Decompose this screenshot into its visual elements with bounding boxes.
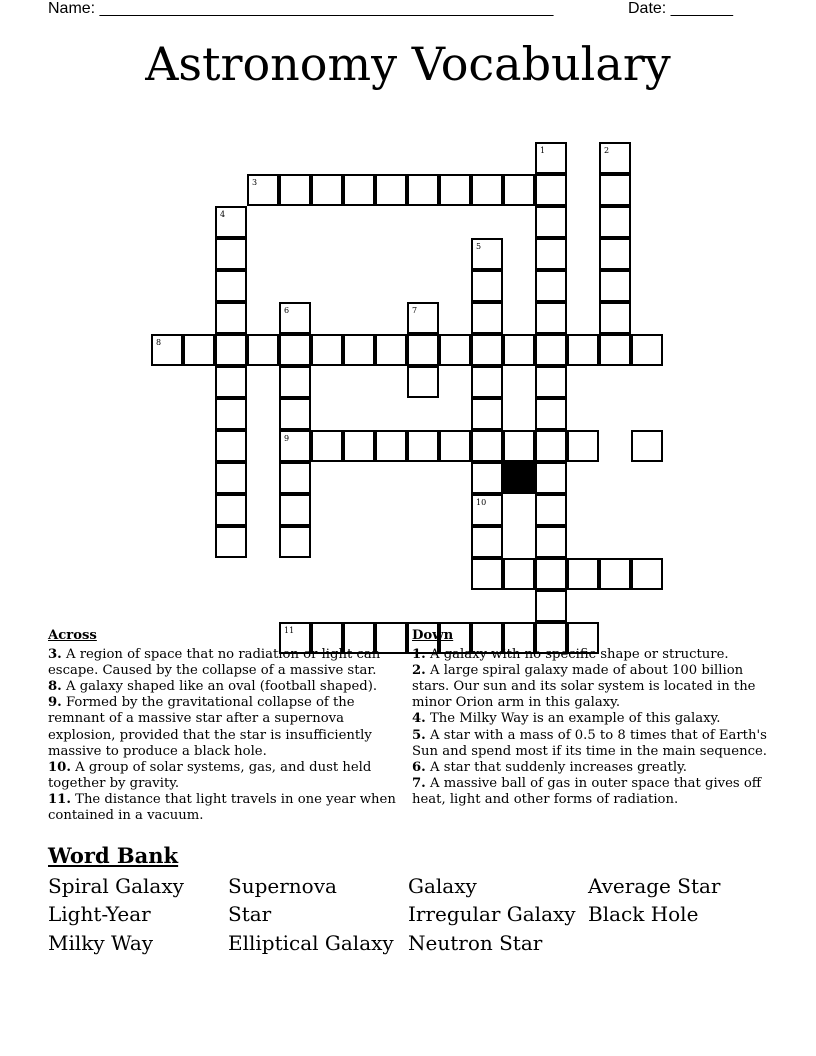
clue-number-label: 11. (48, 791, 71, 807)
grid-cell[interactable] (279, 526, 311, 558)
grid-cell[interactable] (567, 430, 599, 462)
date-field[interactable]: Date: _______ (628, 0, 733, 17)
grid-cell[interactable] (535, 558, 567, 590)
word-bank-title: Word Bank (48, 843, 179, 868)
grid-cell[interactable] (471, 494, 503, 526)
grid-cell[interactable] (535, 206, 567, 238)
grid-cell[interactable] (503, 430, 535, 462)
word-bank-item: Elliptical Galaxy (228, 931, 394, 955)
clue-number-label: 7. (412, 775, 426, 791)
blocked-cell (503, 462, 535, 494)
grid-cell[interactable] (535, 398, 567, 430)
across-clue (48, 695, 396, 759)
grid-cell[interactable] (599, 174, 631, 206)
grid-cell[interactable] (407, 174, 439, 206)
clue-number-label: 10. (48, 759, 71, 775)
grid-cell[interactable] (215, 334, 247, 366)
grid-cell[interactable] (631, 430, 663, 462)
clue-number: 4 (220, 210, 226, 219)
grid-cell[interactable] (343, 174, 375, 206)
grid-cell[interactable] (311, 334, 343, 366)
across-clue (48, 679, 396, 695)
grid-cell[interactable] (471, 558, 503, 590)
grid-cell[interactable] (279, 174, 311, 206)
clue-number: 6 (284, 306, 290, 315)
grid-cell[interactable] (535, 302, 567, 334)
grid-cell[interactable] (215, 206, 247, 238)
word-bank-item: Average Star (588, 874, 721, 898)
across-clue-list (48, 647, 396, 824)
grid-cell[interactable] (599, 206, 631, 238)
word-bank-item: Irregular Galaxy (408, 902, 576, 926)
grid-cell[interactable] (279, 302, 311, 334)
grid-cell[interactable] (247, 174, 279, 206)
grid-cell[interactable] (503, 334, 535, 366)
clue-number-label: 2. (412, 663, 426, 679)
grid-cell[interactable] (215, 270, 247, 302)
down-clue (412, 728, 768, 760)
grid-cell[interactable] (439, 430, 471, 462)
clue-number-label: 5. (412, 727, 426, 743)
word-bank-item: Milky Way (48, 931, 154, 955)
down-clue (412, 711, 768, 727)
grid-cell[interactable] (535, 462, 567, 494)
grid-cell[interactable] (535, 142, 567, 174)
clue-text: A massive ball of gas in outer space that gives off heat, light and other forms of radiation. (412, 775, 762, 807)
grid-cell[interactable] (375, 430, 407, 462)
clue-text: A star that suddenly increases greatly. (425, 759, 687, 775)
grid-cell[interactable] (535, 430, 567, 462)
across-clues (48, 628, 396, 824)
grid-cell[interactable] (215, 494, 247, 526)
grid-cell[interactable] (471, 270, 503, 302)
clue-number-label: 6. (412, 759, 426, 775)
grid-cell[interactable] (215, 302, 247, 334)
grid-cell[interactable] (343, 430, 375, 462)
clue-text: A group of solar systems, gas, and dust held together by gravity. (48, 759, 372, 791)
word-bank-item: Star (228, 902, 272, 926)
grid-cell[interactable] (599, 302, 631, 334)
across-clue (48, 647, 396, 679)
grid-cell[interactable] (279, 366, 311, 398)
grid-cell[interactable] (471, 398, 503, 430)
grid-cell[interactable] (279, 462, 311, 494)
grid-cell[interactable] (215, 366, 247, 398)
grid-cell[interactable] (535, 494, 567, 526)
word-bank-item: Supernova (228, 874, 337, 898)
grid-cell[interactable] (311, 430, 343, 462)
grid-cell[interactable] (279, 398, 311, 430)
grid-cell[interactable] (631, 558, 663, 590)
word-bank-item: Black Hole (588, 902, 699, 926)
grid-cell[interactable] (407, 334, 439, 366)
grid-cell[interactable] (535, 238, 567, 270)
grid-cell[interactable] (279, 334, 311, 366)
across-heading: Across (48, 628, 97, 643)
grid-cell[interactable] (247, 334, 279, 366)
clue-text: A region of space that no radiation or light can escape. Caused by the collapse of a massive star. (48, 647, 381, 679)
clue-text: A large spiral galaxy made of about 100 billion stars. Our sun and its solar system is located in the minor Orion arm in this galaxy. (412, 663, 756, 711)
grid-cell[interactable] (471, 430, 503, 462)
grid-cell[interactable] (343, 334, 375, 366)
clue-number-label: 4. (412, 711, 426, 727)
grid-cell[interactable] (503, 558, 535, 590)
grid-cell[interactable] (407, 366, 439, 398)
clue-number: 5 (476, 242, 482, 251)
grid-cell[interactable] (215, 462, 247, 494)
grid-cell[interactable] (375, 174, 407, 206)
grid-cell[interactable] (471, 462, 503, 494)
grid-cell[interactable] (471, 238, 503, 270)
grid-cell[interactable] (567, 558, 599, 590)
grid-cell[interactable] (599, 334, 631, 366)
grid-cell[interactable] (471, 302, 503, 334)
grid-cell[interactable] (599, 270, 631, 302)
grid-cell[interactable] (471, 366, 503, 398)
down-clue (412, 776, 768, 808)
clue-number-label: 8. (48, 679, 62, 695)
clue-number-label: 1. (412, 647, 426, 663)
grid-cell[interactable] (407, 302, 439, 334)
across-clue (48, 792, 396, 824)
clue-text: A galaxy with no specific shape or structure. (425, 647, 729, 663)
name-field[interactable]: Name: ___________________________________________________ (48, 0, 554, 17)
grid-cell[interactable] (599, 142, 631, 174)
grid-cell[interactable] (599, 238, 631, 270)
grid-cell[interactable] (535, 526, 567, 558)
grid-cell[interactable] (471, 334, 503, 366)
grid-cell[interactable] (439, 334, 471, 366)
word-bank-item: Light-Year (48, 902, 151, 926)
clue-text: A galaxy shaped like an oval (football shaped). (61, 679, 378, 695)
word-bank-item: Spiral Galaxy (48, 874, 184, 898)
grid-cell[interactable] (151, 334, 183, 366)
down-clue (412, 647, 768, 663)
grid-cell[interactable] (279, 494, 311, 526)
down-clue (412, 760, 768, 776)
grid-cell[interactable] (215, 526, 247, 558)
clue-number: 10 (476, 498, 487, 507)
grid-cell[interactable] (535, 366, 567, 398)
grid-cell[interactable] (215, 430, 247, 462)
clue-number: 3 (252, 178, 258, 187)
grid-cell[interactable] (535, 270, 567, 302)
clue-number: 11 (284, 626, 295, 635)
clue-number-label: 9. (48, 695, 62, 711)
grid-cell[interactable] (535, 334, 567, 366)
grid-cell[interactable] (215, 238, 247, 270)
clue-text: The Milky Way is an example of this galaxy. (425, 711, 721, 727)
grid-cell[interactable] (535, 590, 567, 622)
down-clue-list (412, 647, 768, 808)
clue-number: 8 (156, 338, 162, 347)
grid-cell[interactable] (183, 334, 215, 366)
grid-cell[interactable] (279, 430, 311, 462)
down-clue (412, 663, 768, 711)
grid-cell[interactable] (599, 558, 631, 590)
page-title: Astronomy Vocabulary (145, 37, 671, 91)
grid-cell[interactable] (503, 174, 535, 206)
grid-cell[interactable] (311, 174, 343, 206)
clue-text: The distance that light travels in one year when contained in a vacuum. (48, 791, 396, 824)
clue-number: 7 (412, 306, 418, 315)
grid-cell[interactable] (471, 526, 503, 558)
clue-number: 1 (540, 146, 546, 155)
grid-cell[interactable] (631, 334, 663, 366)
down-clues (412, 628, 768, 808)
grid-cell[interactable] (407, 430, 439, 462)
grid-cell[interactable] (535, 174, 567, 206)
grid-cell[interactable] (375, 334, 407, 366)
clue-text: Formed by the gravitational collapse of the remnant of a massive star after a supernova explosion, provided that the star is insufficiently massive to produce a black hole. (48, 695, 372, 759)
clue-number-label: 3. (48, 647, 62, 663)
across-clue (48, 760, 396, 792)
down-heading: Down (412, 628, 454, 643)
grid-cell[interactable] (471, 174, 503, 206)
word-bank-item: Neutron Star (408, 931, 543, 955)
grid-cell[interactable] (439, 174, 471, 206)
clue-text: A star with a mass of 0.5 to 8 times that of Earth's Sun and spend most if its time in the main sequence. (412, 727, 767, 759)
grid-cell[interactable] (215, 398, 247, 430)
grid-cell[interactable] (567, 334, 599, 366)
clue-number: 9 (284, 434, 290, 443)
word-bank-item: Galaxy (408, 874, 477, 898)
clue-number: 2 (604, 146, 610, 155)
